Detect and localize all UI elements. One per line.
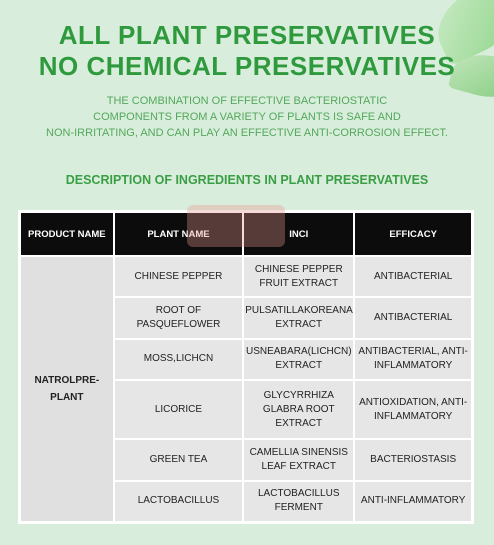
headline-line-2: NO CHEMICAL PRESERVATIVES <box>38 51 456 81</box>
watermark-overlay <box>187 205 285 247</box>
header-inci: INCI <box>244 213 353 255</box>
plant-name-cell: GREEN TEA <box>115 440 243 479</box>
description-line-3: NON-IRRITATING, AND CAN PLAY AN EFFECTIVE ANTI-CORROSION EFFECT. <box>46 127 448 139</box>
description-line-2: COMPONENTS FROM A VARIETY OF PLANTS IS SAFE AND <box>93 111 401 123</box>
efficacy-cell: ANTIBACTERIAL <box>355 298 471 337</box>
efficacy-cell: BACTERIOSTASIS <box>355 440 471 479</box>
efficacy-cell: ANTIOXIDATION, ANTI-INFLAMMATORY <box>355 381 471 439</box>
inci-cell: USNEABARA(LICHCN) EXTRACT <box>244 340 353 379</box>
inci-cell: LACTOBACILLUS FERMENT <box>244 482 353 521</box>
ingredients-table <box>18 210 474 524</box>
header-plant-name: PLANT NAME <box>115 213 243 255</box>
description-line-1: THE COMBINATION OF EFFECTIVE BACTERIOSTATIC <box>106 95 388 107</box>
description <box>20 93 474 141</box>
plant-name-cell: LICORICE <box>115 381 243 439</box>
efficacy-cell: ANTIBACTERIAL <box>355 257 471 296</box>
inci-cell: GLYCYRRHIZA GLABRA ROOT EXTRACT <box>244 381 353 439</box>
table-row <box>21 257 471 296</box>
inci-cell: PULSATILLAKOREANA EXTRACT <box>244 298 353 337</box>
plant-name-cell: MOSS,LICHCN <box>115 340 243 379</box>
plant-name-cell: ROOT OF PASQUEFLOWER <box>115 298 243 337</box>
efficacy-cell: ANTI-INFLAMMATORY <box>355 482 471 521</box>
header-product-name: PRODUCT NAME <box>21 213 113 255</box>
header-efficacy: EFFICACY <box>355 213 471 255</box>
efficacy-cell: ANTIBACTERIAL, ANTI-INFLAMMATORY <box>355 340 471 379</box>
plant-name-cell: CHINESE PEPPER <box>115 257 243 296</box>
inci-cell: CAMELLIA SINENSIS LEAF EXTRACT <box>244 440 353 479</box>
inci-cell: CHINESE PEPPER FRUIT EXTRACT <box>244 257 353 296</box>
plant-name-cell: LACTOBACILLUS <box>115 482 243 521</box>
product-name-cell: NATROLPRE-PLANT <box>21 257 113 521</box>
headline-line-1: ALL PLANT PRESERVATIVES <box>58 20 436 50</box>
section-title: DESCRIPTION OF INGREDIENTS IN PLANT PRESERVATIVES <box>65 173 429 187</box>
